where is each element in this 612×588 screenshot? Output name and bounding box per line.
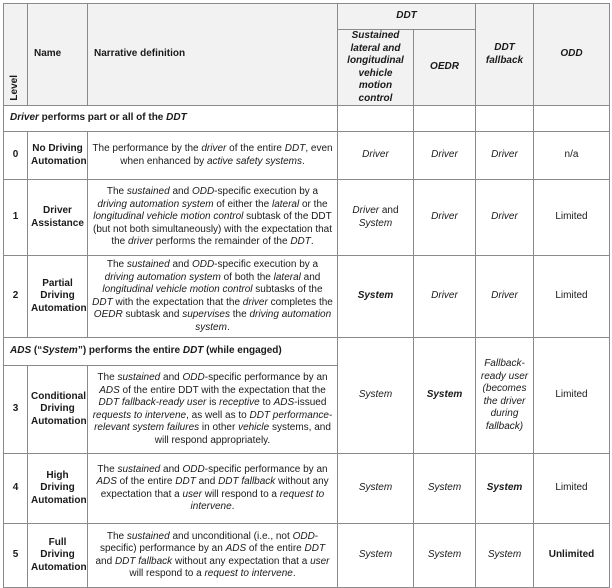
level-name: No Driving Automation: [28, 132, 88, 180]
level-number: 4: [4, 454, 28, 524]
level-number: 1: [4, 180, 28, 256]
sae-levels-table-container: [3, 3, 609, 588]
fallback-cell: System: [476, 454, 534, 524]
header-odd: ODD: [534, 4, 610, 106]
table-row: [4, 454, 610, 524]
fallback-cell: Driver: [476, 180, 534, 256]
table-row: [4, 524, 610, 588]
motion-control-cell: Driver: [338, 132, 414, 180]
header-name: Name: [28, 4, 88, 106]
level-name: Driver Assistance: [28, 180, 88, 256]
fallback-cell: Fallback-ready user (becomes the driver during fallback): [476, 338, 534, 454]
odd-cell: n/a: [534, 132, 610, 180]
oedr-cell: Driver: [414, 132, 476, 180]
section-driver-performs: Driver performs part or all of the DDT: [4, 106, 338, 132]
odd-cell: Limited: [534, 180, 610, 256]
header-ddt-fallback: DDT fallback: [476, 4, 534, 106]
table-row: [4, 132, 610, 180]
narrative-definition: The sustained and unconditional (i.e., not ODD-specific) performance by an ADS of the entire DDT and DDT fallback without any expectation that a user will respond to a request to intervene.: [88, 524, 338, 588]
narrative-definition: The sustained and ODD-specific performance by an ADS of the entire DDT with the expectation that the DDT fallback-ready user is receptive to ADS-issued requests to intervene, as well as to DDT performance-relevant system failures in other vehicle systems, and will respond appropriately.: [88, 366, 338, 454]
narrative-definition: The sustained and ODD-specific execution by a driving automation system of either the lateral or the longitudinal vehicle motion control subtask of the DDT (but not both simultaneously) with the expectation that the driver performs the remainder of the DDT.: [88, 180, 338, 256]
motion-control-cell: Driver and System: [338, 180, 414, 256]
level-number: 3: [4, 366, 28, 454]
level-name: Conditional Driving Automation: [28, 366, 88, 454]
motion-control-cell: System: [338, 524, 414, 588]
header-motion-control: Sustained lateral and longitudinal vehicle motion control: [338, 30, 414, 106]
table-row: [4, 180, 610, 256]
level-number: 0: [4, 132, 28, 180]
table-row: [4, 256, 610, 338]
header-level: Level: [4, 4, 28, 106]
odd-cell: Limited: [534, 338, 610, 454]
odd-cell: Unlimited: [534, 524, 610, 588]
oedr-cell: System: [414, 338, 476, 454]
narrative-definition: The performance by the driver of the entire DDT, even when enhanced by active safety systems.: [88, 132, 338, 180]
fallback-cell: Driver: [476, 132, 534, 180]
oedr-cell: System: [414, 454, 476, 524]
motion-control-cell: System: [338, 338, 414, 454]
motion-control-cell: System: [338, 454, 414, 524]
level-number: 5: [4, 524, 28, 588]
header-definition: Narrative definition: [88, 4, 338, 106]
fallback-cell: Driver: [476, 256, 534, 338]
oedr-cell: Driver: [414, 180, 476, 256]
motion-control-cell: System: [338, 256, 414, 338]
level-name: High Driving Automation: [28, 454, 88, 524]
odd-cell: Limited: [534, 454, 610, 524]
header-ddt-group: DDT: [338, 4, 476, 30]
sae-levels-table: [3, 3, 610, 588]
section-ads-performs: ADS (“System”) performs the entire DDT (while engaged): [4, 338, 338, 366]
odd-cell: Limited: [534, 256, 610, 338]
fallback-cell: System: [476, 524, 534, 588]
narrative-definition: The sustained and ODD-specific performance by an ADS of the entire DDT and DDT fallback without any expectation that a user will respond to a request to intervene.: [88, 454, 338, 524]
level-name: Full Driving Automation: [28, 524, 88, 588]
oedr-cell: Driver: [414, 256, 476, 338]
header-oedr: OEDR: [414, 30, 476, 106]
oedr-cell: System: [414, 524, 476, 588]
level-number: 2: [4, 256, 28, 338]
level-name: Partial Driving Automation: [28, 256, 88, 338]
narrative-definition: The sustained and ODD-specific execution by a driving automation system of both the lateral and longitudinal vehicle motion control subtasks of the DDT with the expectation that the driver completes the OEDR subtask and supervises the driving automation system.: [88, 256, 338, 338]
